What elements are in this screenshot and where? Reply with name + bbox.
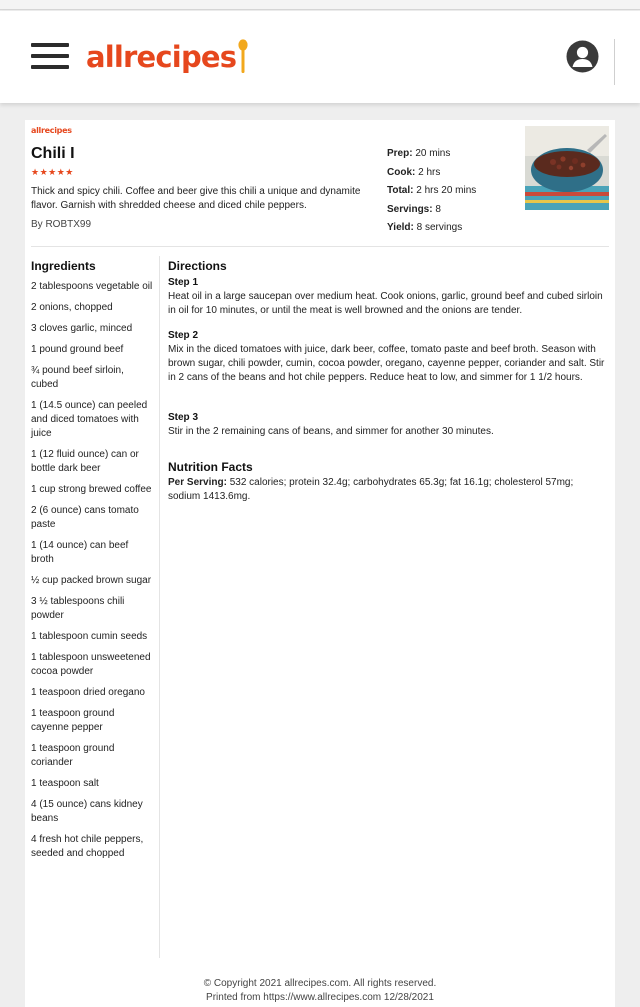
site-logo[interactable] <box>86 37 249 77</box>
nutrition-label: Per Serving: <box>168 477 227 488</box>
recipe-author: By ROBTX99 <box>31 219 92 230</box>
recipe-card <box>25 120 615 1007</box>
recipe-meta <box>387 145 476 238</box>
step-label: Step 2 <box>168 330 199 341</box>
meta-servings: Servings: 8 <box>387 203 441 215</box>
ingredient-item: 1 teaspoon salt <box>31 778 99 789</box>
step-text: Mix in the diced tomatoes with juice, dark beer, coffee, tomato paste and beef broth. Season with brown sugar, chili powder, cumin, cocoa powder, oregano, cayenne pepper, coriander and salt. Stir in 2 cans of the beans and hot chile peppers. Reduce heat to low, and simmer for 1 1/2 hours. <box>168 344 605 384</box>
hamburger-menu-icon[interactable] <box>31 43 69 69</box>
ingredient-item: 1 teaspoon dried oregano <box>31 687 145 698</box>
spoon-icon <box>237 39 249 75</box>
logo-text: allrecipes <box>86 40 237 74</box>
step-label: Step 1 <box>168 277 199 288</box>
ingredient-item: 2 tablespoons vegetable oil <box>31 281 153 292</box>
recipe-title: Chili I <box>31 145 75 162</box>
ingredients-heading: Ingredients <box>31 259 96 273</box>
copyright-text: © Copyright 2021 allrecipes.com. All rights reserved. <box>203 978 437 989</box>
nutrition-text <box>168 476 608 504</box>
ingredient-item: 1 cup strong brewed coffee <box>31 484 152 495</box>
direction-step-2 <box>168 329 608 386</box>
browser-top-strip <box>0 0 640 10</box>
nutrition-values: 532 calories; protein 32.4g; carbohydrates 65.3g; fat 16.1g; cholesterol 57mg; sodium 1413.6mg. <box>168 477 574 503</box>
ingredient-item: 1 (14 ounce) can beef broth <box>31 540 129 565</box>
step-text: Stir in the 2 remaining cans of beans, and simmer for another 30 minutes. <box>168 426 494 437</box>
ingredient-item: 3 ½ tablespoons chili powder <box>31 596 125 621</box>
step-label: Step 3 <box>168 412 199 423</box>
ingredients-list <box>31 280 153 868</box>
meta-total: Total: 2 hrs 20 mins <box>387 185 477 197</box>
column-divider <box>159 256 160 958</box>
header-divider <box>614 39 615 85</box>
ingredient-item: 1 (12 fluid ounce) can or bottle dark beer <box>31 449 139 474</box>
ingredient-item: 1 tablespoon cumin seeds <box>31 631 148 642</box>
ingredient-item: 1 teaspoon ground coriander <box>31 743 115 768</box>
meta-yield: Yield: 8 servings <box>387 222 463 234</box>
printed-from-text: Printed from https://www.allrecipes.com 12/28/2021 <box>206 992 434 1003</box>
ingredient-item: 1 (14.5 ounce) can peeled and diced tomatoes with juice <box>31 400 148 439</box>
rating-stars: ★★★★★ <box>31 167 74 177</box>
directions-heading: Directions <box>168 259 227 273</box>
ingredient-item: ¾ pound beef sirloin, cubed <box>31 365 124 390</box>
recipe-photo <box>525 126 609 210</box>
ingredient-item: 2 onions, chopped <box>31 302 113 313</box>
ingredient-item: ½ cup packed brown sugar <box>31 575 152 586</box>
site-header <box>0 11 640 103</box>
recipe-description: Thick and spicy chili. Coffee and beer give this chili a unique and dynamite flavor. Garnish with shredded cheese and diced chile peppers. <box>31 186 361 211</box>
ingredient-item: 2 (6 ounce) cans tomato paste <box>31 505 139 530</box>
user-account-icon[interactable] <box>566 40 599 73</box>
section-divider <box>31 246 609 247</box>
meta-cook: Cook: 2 hrs <box>387 166 441 178</box>
source-logo: allrecipes <box>31 126 72 135</box>
meta-prep: Prep: 20 mins <box>387 148 451 159</box>
step-text: Heat oil in a large saucepan over medium heat. Cook onions, garlic, ground beef and cubed sirloin in oil for 10 minutes, or until the meat is well browned and the onions are tender. <box>168 291 603 317</box>
ingredient-item: 1 teaspoon ground cayenne pepper <box>31 708 115 733</box>
ingredient-item: 1 pound ground beef <box>31 344 124 355</box>
ingredient-item: 1 tablespoon unsweetened cocoa powder <box>31 652 151 677</box>
ingredient-item: 4 fresh hot chile peppers, seeded and chopped <box>31 834 144 859</box>
ingredient-item: 4 (15 ounce) cans kidney beans <box>31 799 143 824</box>
ingredient-item: 3 cloves garlic, minced <box>31 323 133 334</box>
nutrition-heading: Nutrition Facts <box>168 460 253 474</box>
direction-step-1 <box>168 276 608 318</box>
page-footer <box>25 977 615 1005</box>
direction-step-3 <box>168 411 608 439</box>
